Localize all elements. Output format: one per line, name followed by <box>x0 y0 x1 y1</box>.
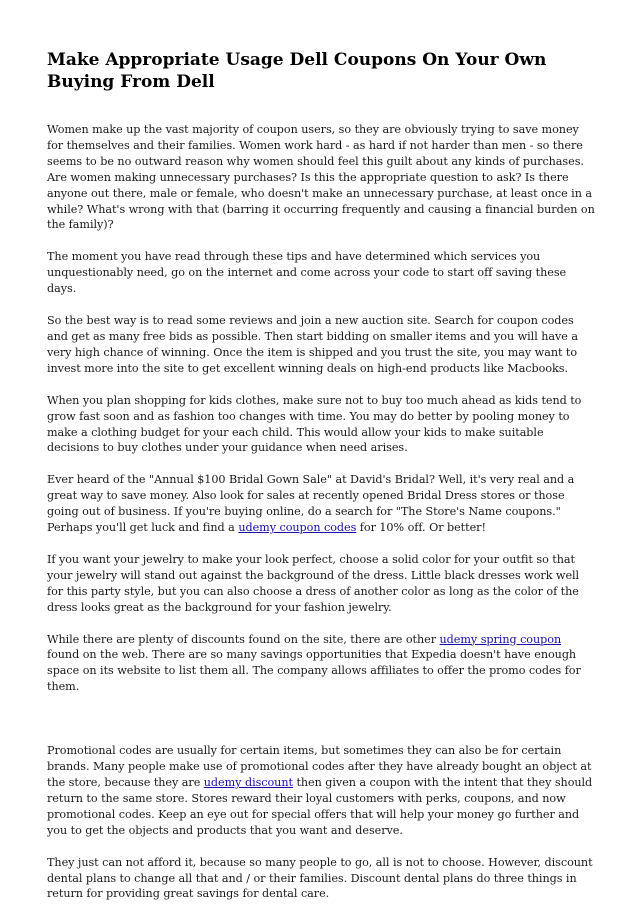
paragraph-6: If you want your jewelry to make your look perfect, choose a solid color for your outfit so that your jewelry will stand out against the background of the dress. Little black dresses work well for this party style, but you can also choose a dress of another color as long as the color of the dress looks great as the background for your fashion jewelry. <box>47 552 580 614</box>
paragraph-7-text-start: While there are plenty of discounts found on the site, there are other <box>47 632 440 646</box>
document-page <box>47 49 595 918</box>
page-title: Make Appropriate Usage Dell Coupons On Your Own Buying From Dell <box>47 50 547 92</box>
paragraph-9: They just can not afford it, because so many people to go, all is not to choose. However, discount dental plans to change all that and / or their families. Discount dental plans do three things in return for providing great savings for dental care. <box>47 855 593 901</box>
paragraph-2: The moment you have read through these tips and have determined which services you unquestionably need, go on the internet and come across your code to start off saving these days. <box>47 250 567 296</box>
paragraph-8 <box>47 743 595 838</box>
paragraph-4: When you plan shopping for kids clothes, make sure not to buy too much ahead as kids tend to grow fast soon and as fashion too changes with time. You may do better by pooling money to make a clothing budget for your each child. This would allow your kids to make suitable decisions to buy clothes under your guidance when need arises. <box>47 393 582 455</box>
paragraph-8-text-end: then given a coupon with the intent that they should return to the same store. Stores reward their loyal customers with perks, coupons, and now promotional codes. Keep an eye out for special offers that will help your money go further and you to get the objects and products that you want and deserve. <box>47 776 593 837</box>
paragraph-1: Women make up the vast majority of coupon users, so they are obviously trying to save money for themselves and their families. Women work hard - as hard if not harder than men - so there seems to be no outward reason why women should feel this guilt about any kinds of purchases. Are women making unnecessary purchases? Is this the appropriate question to ask? Is there anyone out there, male or female, who doesn't make an unnecessary purchase, at least once in a while? What's wrong with that (barring it occurring frequently and causing a financial burden on the family)? <box>47 123 595 232</box>
paragraph-5-text-end: for 10% off. Or better! <box>356 521 486 535</box>
udemy-spring-coupon-link[interactable]: udemy spring coupon <box>439 632 562 646</box>
paragraph-5 <box>47 472 595 536</box>
udemy-discount-link[interactable]: udemy discount <box>203 776 293 789</box>
udemy-coupon-codes-link[interactable]: udemy coupon codes <box>238 521 357 535</box>
paragraph-5-text-start: Ever heard of the "Annual $100 Bridal Gown Sale" at David's Bridal? Well, it's very real and a great way to save money. Also look for sales at recently opened Bridal Dress stores or those going out of business. If you're buying online, do a search for "The Store's Name coupons." Perhaps you'll get luck and find a <box>47 473 575 535</box>
paragraph-8-text-start: Promotional codes are usually for certain items, but sometimes they can also be for certain brands. Many people make use of promotional codes after they have already bought an object at the store, because they are <box>47 744 592 789</box>
paragraph-7-text-end: found on the web. There are so many savings opportunities that Expedia doesn't have enough space on its website to list them all. The company allows affiliates to offer the promo codes for them. <box>47 648 581 694</box>
paragraph-7 <box>47 632 595 696</box>
paragraph-3: So the best way is to read some reviews and join a new auction site. Search for coupon codes and get as many free bids as possible. Then start bidding on smaller items and you will have a very high chance of winning. Once the item is shipped and you trust the site, you may want to invest more into the site to get excellent winning deals on high-end products like Macbooks. <box>47 314 578 375</box>
